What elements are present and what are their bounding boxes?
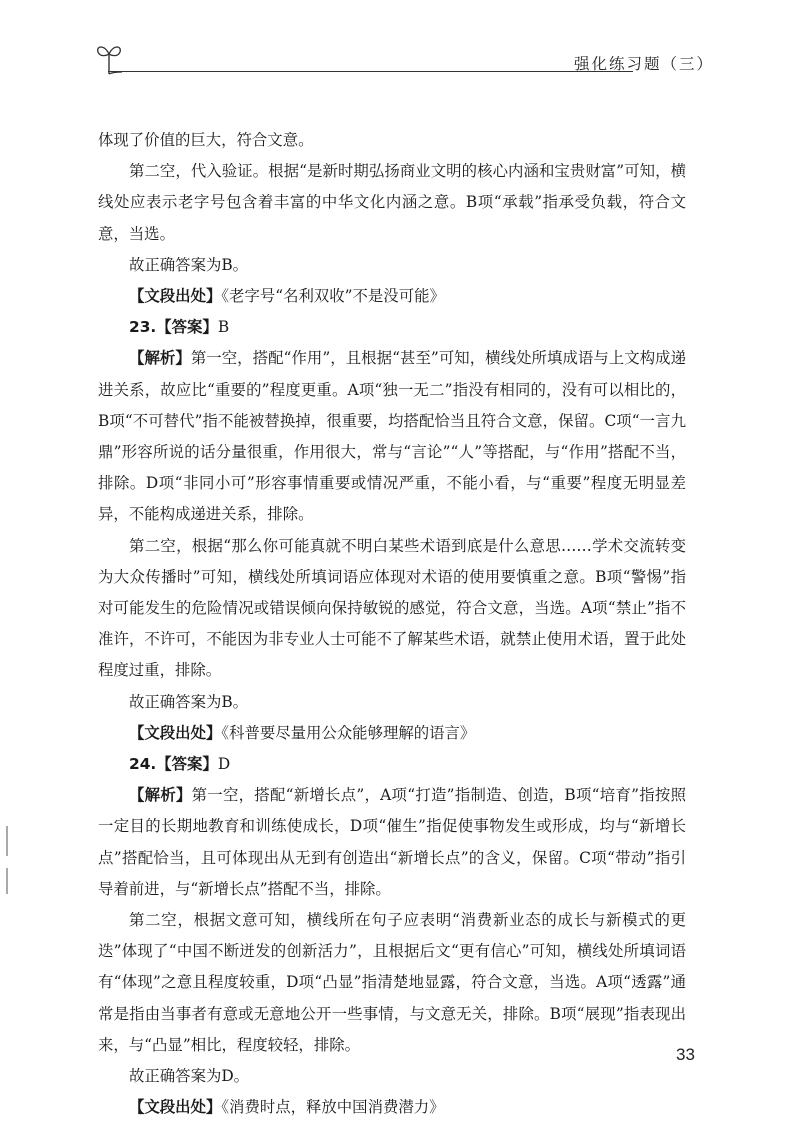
paragraph-label: 【文段出处】 [129, 287, 222, 306]
paragraph-label: 23.【答案】 [129, 318, 218, 337]
paragraph [98, 343, 686, 530]
paragraph-text: 第一空，搭配“作用”，且根据“甚至”可知，横线处所填成语与上文构成递进关系，故应比“重要的”程度更重。A项“独一无二”指没有相同的，没有可以相比的，B项“不可替代”指不能被替换掉，很重要，均搭配恰当且符合文意，保留。C项“一言九鼎”形容所说的话分量很重，作用很大，常与“言论”“人”等搭配，与“作用”搭配不当，排除。D项“非同小可”形容事情重要或情况严重，不能小看，与“重要”程度无明显差异，不能构成递进关系，排除。 [98, 349, 686, 524]
paragraph [98, 250, 686, 281]
paragraph-text: 第二空，根据文意可知，横线所在句子应表明“消费新业态的成长与新模式的更迭”体现了“中国不断迸发的创新活力”，且根据后文“更有信心”可知，横线处所填词语有“体现”之意且程度较重，D项“凸显”指清楚地显露，符合文意，当选。A项“透露”通常是指由当事者有意或无意地公开一些事情，与文意无关，排除。B项“展现”指表现出来，与“凸显”相比，程度较轻，排除。 [98, 911, 686, 1054]
paragraph [98, 125, 686, 156]
paragraph [98, 312, 686, 343]
paragraph [98, 905, 686, 1061]
paragraph [98, 156, 686, 250]
paragraph [98, 749, 686, 780]
paragraph [98, 1061, 686, 1092]
paragraph-label: 24.【答案】 [129, 755, 218, 774]
margin-mark [6, 826, 8, 856]
paragraph-text: 《科普要尽量用公众能够理解的语言》 [221, 723, 476, 742]
header-rule [108, 71, 633, 72]
paragraph-text: 故正确答案为B。 [129, 255, 249, 274]
paragraph-label: 【解析】 [129, 349, 191, 368]
paragraph [98, 531, 686, 687]
running-header [94, 40, 714, 86]
margin-mark [6, 868, 8, 894]
answer-explanation-body [98, 125, 686, 1124]
paragraph [98, 281, 686, 312]
header-title: 强化练习题（三） [573, 55, 714, 73]
paragraph [98, 1092, 686, 1123]
paragraph-text: 《消费时点，释放中国消费潜力》 [221, 1098, 445, 1117]
paragraph-text: 故正确答案为B。 [129, 692, 249, 711]
paragraph-text: 第二空，根据“那么你可能真就不明白某些术语到底是什么意思……学术交流转变为大众传播时”可知，横线处所填词语应体现对术语的使用要慎重之意。B项“警惕”指对可能发生的危险情况或错误倾向保持敏锐的感觉，符合文意，当选。A项“禁止”指不准许，不许可，不能因为非专业人士可能不了解某些术语，就禁止使用术语，置于此处程度过重，排除。 [98, 536, 686, 680]
paragraph-label: 【文段出处】 [129, 723, 222, 742]
paragraph-text: B [217, 318, 230, 337]
paragraph-text: 第二空，代入验证。根据“是新时期弘扬商业文明的核心内涵和宝贵财富”可知，横线处应表示老字号包含着丰富的中华文化内涵之意。B项“承载”指承受负载，符合文意，当选。 [98, 162, 686, 243]
paragraph-text: 《老字号“名利双收”不是没可能》 [221, 287, 445, 306]
paragraph-text: 第一空，搭配“新增长点”，A项“打造”指制造、创造，B项“培育”指按照一定目的长期地教育和训练使成长，D项“催生”指促使事物发生或形成，均与“新增长点”搭配恰当，且可体现出从无到有创造出“新增长点”的含义，保留。C项“带动”指引导着前进，与“新增长点”搭配不当，排除。 [98, 786, 686, 898]
paragraph-text: 体现了价值的巨大，符合文意。 [98, 131, 314, 149]
paragraph-text: D [217, 755, 231, 774]
paragraph-label: 【解析】 [129, 786, 192, 805]
paragraph-label: 【文段出处】 [129, 1098, 222, 1117]
paragraph [98, 780, 686, 905]
paragraph [98, 687, 686, 718]
paragraph-text: 故正确答案为D。 [129, 1067, 250, 1086]
page-number: 33 [676, 1045, 695, 1064]
paragraph [98, 718, 686, 749]
